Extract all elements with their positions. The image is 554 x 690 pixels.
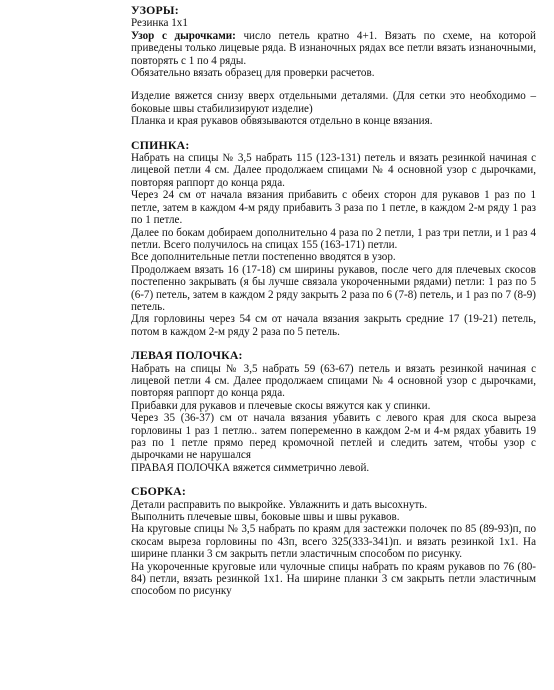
eyelet-pattern-text: число петель кратно 4+1. Вязать по схеме, на которой приведены только лицевые ряда. В изнаночных рядах все петли вязать изнаночными, повторять с 1 по 4 ряды.	[131, 29, 536, 67]
left-front-paragraph-3: Через 35 (36-37) см от начала вязания убавить с левого края для скоса выреза горловины 1 раз 1 петлю.. затем попеременно в каждом 2-м и 4-м рядах убавить 19 раз по 1 петле прямо перед кромочной петлей и следить затем, чтобы узор с дырочками не нарушался	[131, 412, 536, 462]
back-paragraph-1: Набрать на спицы № 3,5 набрать 115 (123-131) петель и вязать резинкой начиная с лицевой петли 4 см. Далее продолжаем спицами № 4 основной узор с дырочками, повторяя раппорт до конца ряда.	[131, 152, 536, 189]
back-paragraph-4: Все дополнительные петли постепенно вводятся в узор.	[131, 251, 396, 264]
back-paragraph-2: Через 24 см от начала вязания прибавить с обеих сторон для рукавов 1 раз по 1 петле, затем в каждом 4-м ряду прибавить 3 раза по 1 петле, в каждом 2-м ряду 1 раз по 1 петле.	[131, 189, 536, 227]
assembly-paragraph-2: Выполнить плечевые швы, боковые швы и швы рукавов.	[131, 511, 400, 524]
left-front-paragraph-2: Прибавки для рукавов и плечевые скосы вяжутся как у спинки.	[131, 399, 431, 412]
left-front-heading: ЛЕВАЯ ПОЛОЧКА:	[131, 348, 243, 363]
gauge-note: Обязательно вязать образец для проверки расчетов.	[131, 67, 375, 80]
assembly-paragraph-1: Детали расправить по выкройке. Увлажнить и дать высохнуть.	[131, 498, 428, 511]
left-front-section	[131, 349, 536, 474]
rib-pattern-line: Резинка 1х1	[131, 17, 188, 30]
construction-note: Изделие вяжется снизу вверх отдельными деталями. (Для сетки это необходимо – боковые швы стабилизируют изделие)	[131, 90, 536, 115]
eyelet-pattern-paragraph	[131, 30, 536, 67]
edging-note: Планка и края рукавов обвязываются отдельно в конце вязания.	[131, 115, 433, 128]
left-front-paragraph-1: Набрать на спицы № 3,5 набрать 59 (63-67) петель и вязать резинкой начиная с лицевой петли 4 см. Далее продолжаем спицами № 4 основной узор с дырочками, повторяя раппорт до конца ряда.	[131, 362, 536, 400]
patterns-section	[131, 4, 536, 128]
back-heading: СПИНКА:	[131, 137, 190, 152]
back-paragraph-6: Для горловины через 54 см от начала вязания закрыть средние 17 (19-21) петель, потом в каждом 2-м ряду 2 раза по 5 петель.	[131, 313, 536, 338]
eyelet-pattern-label: Узор с дырочками:	[131, 29, 236, 42]
patterns-heading: УЗОРЫ:	[131, 3, 179, 17]
left-front-paragraph-4: ПРАВАЯ ПОЛОЧКА вяжется симметрично левой.	[131, 461, 370, 474]
assembly-heading: СБОРКА:	[131, 484, 187, 499]
assembly-paragraph-3: На круговые спицы № 3,5 набрать по краям для застежки полочек по 85 (89-93)п, по скосам выреза горловины по 43п, всего 325(333-341)п. и вязать резинкой 1х1. На ширине планки 3 см закрыть петли эластичным способом по рисунку.	[131, 523, 536, 561]
back-paragraph-5: Продолжаем вязать 16 (17-18) см ширины рукавов, после чего для плечевых скосов постепенно закрывать (я бы лучше связала укороченными рядами) петли: 1 раз по 5 (6-7) петель, затем в каждом 2 ряду закрыть 2 раза по 6 (7-8) петель, и 1 раз по 7 (8-9) петель.	[131, 263, 536, 313]
assembly-section	[131, 485, 536, 598]
back-paragraph-3: Далее по бокам добираем дополнительно 4 раза по 2 петли, 1 раз три петли, и 1 раз 4 петли. Всего получилось на спицах 155 (163-171) петли.	[131, 226, 536, 251]
back-section	[131, 139, 536, 339]
assembly-paragraph-4: На укороченные круговые или чулочные спицы набрать по краям рукавов по 76 (80-84) петли, вязать резинкой 1х1. На ширине планки 3 см закрыть петли эластичным способом по рисунку	[131, 560, 536, 598]
